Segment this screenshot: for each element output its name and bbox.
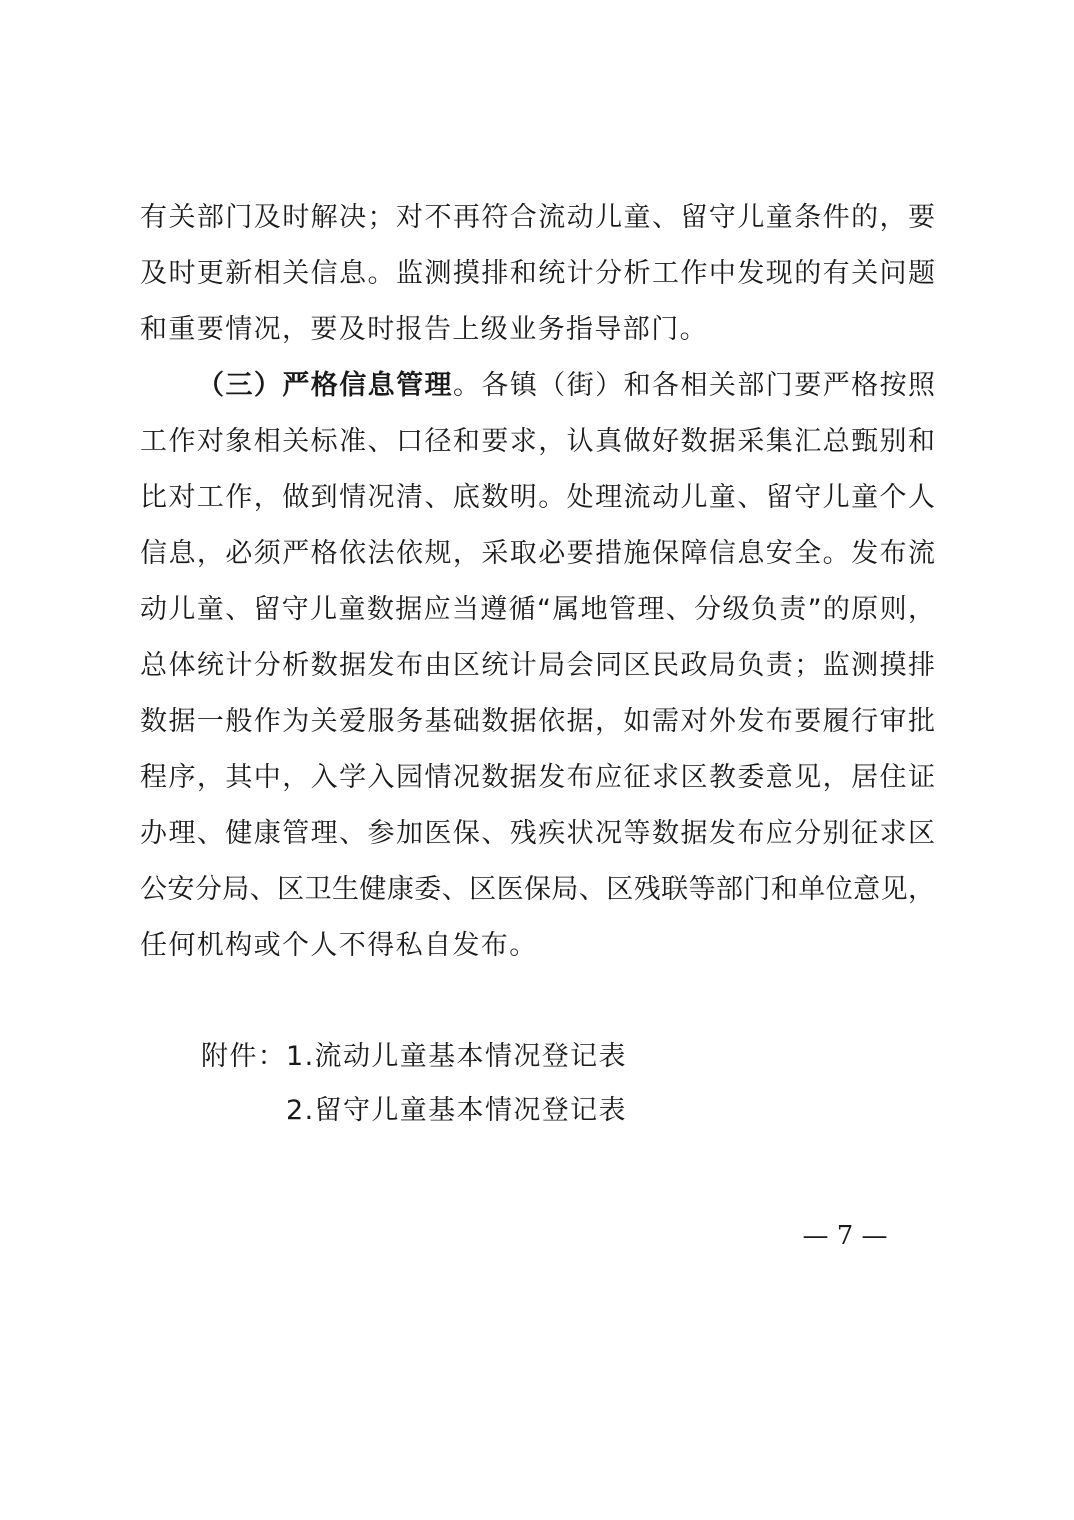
paragraph-line: 公安分局、区卫生健康委、区医保局、区残联等部门和单位意见， xyxy=(140,874,935,905)
paragraph-line: 工作对象相关标准、口径和要求，认真做好数据采集汇总甄别和 xyxy=(140,426,935,457)
paragraph-line: 数据一般作为关爱服务基础数据依据，如需对外发布要履行审批 xyxy=(140,706,935,737)
section-heading: （三）严格信息管理 xyxy=(197,370,453,401)
paragraph-line: 程序，其中，入学入园情况数据发布应征求区教委意见，居住证 xyxy=(140,762,935,793)
attachments-label: 附件： xyxy=(201,1041,287,1072)
attachment-row xyxy=(201,1084,627,1138)
paragraph-line: 信息，必须严格依法依规，采取必要措施保障信息安全。发布流 xyxy=(140,538,935,569)
paragraph-line: 办理、健康管理、参加医保、残疾状况等数据发布应分别征求区 xyxy=(140,818,935,849)
body-text xyxy=(140,190,935,974)
attachment-row xyxy=(201,1030,627,1084)
paragraph-line: 动儿童、留守儿童数据应当遵循“属地管理、分级负责”的原则， xyxy=(140,594,935,625)
paragraph-line: 有关部门及时解决；对不再符合流动儿童、留守儿童条件的，要 xyxy=(140,202,935,233)
paragraph-line: 和重要情况，要及时报告上级业务指导部门。 xyxy=(140,314,708,345)
paragraph-line: 比对工作，做到情况清、底数明。处理流动儿童、留守儿童个人 xyxy=(140,482,935,513)
attachment-item: 1.流动儿童基本情况登记表 xyxy=(286,1041,627,1072)
paragraph-line: 及时更新相关信息。监测摸排和统计分析工作中发现的有关问题 xyxy=(140,258,935,289)
paragraph-line: 任何机构或个人不得私自发布。 xyxy=(140,930,538,961)
attachments-list xyxy=(201,1030,627,1138)
page-number: — 7 — xyxy=(802,1221,888,1251)
section-heading-line xyxy=(140,358,935,414)
section-first-line-text: 。各镇（街）和各相关部门要严格按照 xyxy=(452,370,936,401)
attachment-item: 2.留守儿童基本情况登记表 xyxy=(286,1095,627,1126)
paragraph-line: 总体统计分析数据发布由区统计局会同区民政局负责；监测摸排 xyxy=(140,650,935,681)
